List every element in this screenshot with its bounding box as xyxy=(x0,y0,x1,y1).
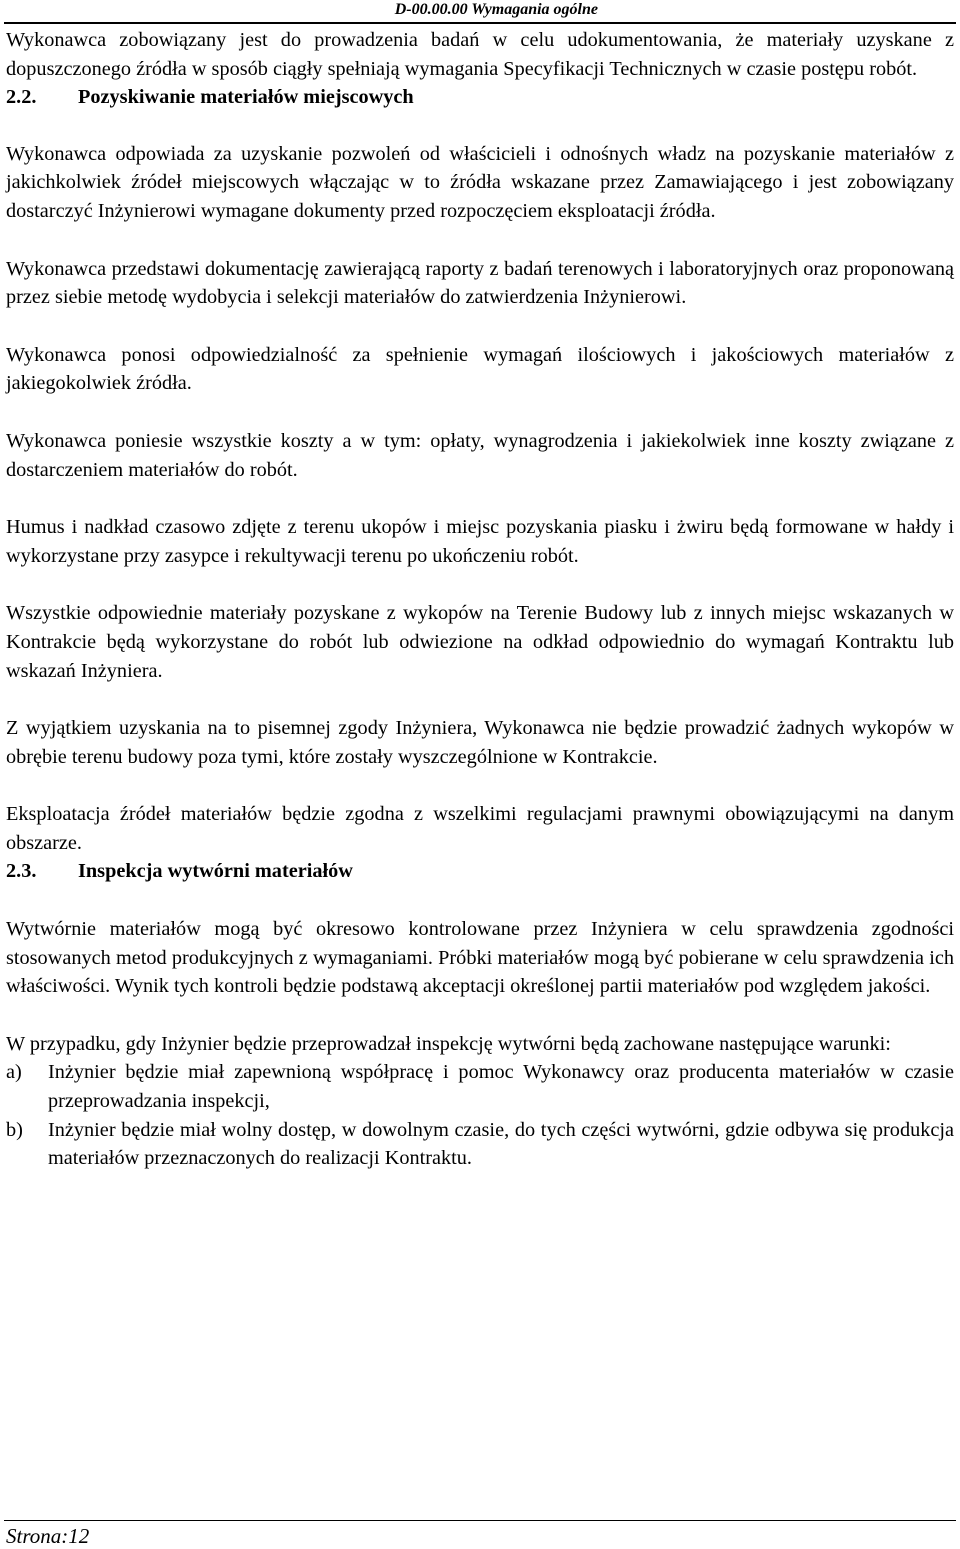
section-heading-2-2 xyxy=(6,83,954,112)
list-item xyxy=(6,1116,954,1173)
section-title: Inspekcja wytwórni materiałów xyxy=(78,860,353,883)
paragraph-inspection: Wytwórnie materiałów mogą być okresowo kontrolowane przez Inżyniera w celu sprawdzenia zgodności stosowanych metod produkcyjnych z wymaganiami. Próbki materiałów mogą być pobierane w celu sprawdzenia ich właściwości. Wynik tych kontroli będzie podstawą akceptacji określonej partii materiałów pod względem jakości. xyxy=(6,918,954,998)
section-number: 2.2. xyxy=(6,86,37,109)
paragraph-regulations: Eksploatacja źródeł materiałów będzie zgodna z wszelkimi regulacjami prawnymi obowiązującymi na danym obszarze. xyxy=(6,803,954,854)
section-heading-2-3 xyxy=(6,857,954,886)
header-rule xyxy=(4,22,956,24)
paragraph-excavated-materials: Wszystkie odpowiednie materiały pozyskane z wykopów na Terenie Budowy lub z innych miejsc wskazanych w Kontrakcie będą wykorzystane do robót lub odwiezione na odkład odpowiednio do wymagań Kontraktu lub wskazań Inżyniera. xyxy=(6,602,954,682)
paragraph-excavation-consent: Z wyjątkiem uzyskania na to pisemnej zgody Inżyniera, Wykonawca nie będzie prowadzić żadnych wykopów w obrębie terenu budowy poza tymi, które zostały wyszczególnione w Kontrakcie. xyxy=(6,717,954,768)
list-item-text: Inżynier będzie miał wolny dostęp, w dowolnym czasie, do tych części wytwórni, gdzie odbywa się produkcja materiałów przeznaczonych do realizacji Kontraktu. xyxy=(48,1118,954,1170)
list-item xyxy=(6,1058,954,1115)
page-number: Strona:12 xyxy=(6,1524,90,1548)
document-body xyxy=(6,26,954,1173)
list-marker: a) xyxy=(6,1061,22,1084)
running-header: D-00.00.00 Wymagania ogólne xyxy=(394,1,598,18)
list-item-text: Inżynier będzie miał zapewnioną współpracę i pomoc Wykonawcy oraz producenta materiałów w czasie przeprowadzania inspekcji, xyxy=(48,1061,954,1113)
section-number: 2.3. xyxy=(6,860,37,883)
list-marker: b) xyxy=(6,1118,23,1141)
paragraph-permits: Wykonawca odpowiada za uzyskanie pozwoleń od właścicieli i odnośnych władz na pozyskanie materiałów z jakichkolwiek źródeł miejscowych włączając w to źródła wskazane przez Zamawiającego i jest zobowiązany dostarczyć Inżynierowi wymagane dokumenty przed rozpoczęciem eksploatacji źródła. xyxy=(6,142,954,222)
paragraph-humus: Humus i nadkład czasowo zdjęte z terenu ukopów i miejsc pozyskania piasku i żwiru będą formowane w hałdy i wykorzystane przy zasypce i rekultywacji terenu po ukończeniu robót. xyxy=(6,516,954,567)
paragraph-documentation: Wykonawca przedstawi dokumentację zawierającą raporty z badań terenowych i laboratoryjnych oraz proponowaną przez siebie metodę wydobycia i selekcji materiałów do zatwierdzenia Inżynierowi. xyxy=(6,257,954,309)
paragraph-responsibility: Wykonawca ponosi odpowiedzialność za spełnienie wymagań ilościowych i jakościowych materiałów z jakiegokolwiek źródła. xyxy=(6,343,954,395)
section-title: Pozyskiwanie materiałów miejscowych xyxy=(78,86,414,109)
paragraph-materials-testing: Wykonawca zobowiązany jest do prowadzenia badań w celu udokumentowania, że materiały uzyskane z dopuszczonego źródła w sposób ciągły spełniają wymagania Specyfikacji Technicznych w czasie postępu robót. xyxy=(6,29,954,80)
paragraph-costs: Wykonawca poniesie wszystkie koszty a w tym: opłaty, wynagrodzenia i jakiekolwiek inne koszty związane z dostarczeniem materiałów do robót. xyxy=(6,429,954,481)
footer-rule xyxy=(4,1520,956,1521)
paragraph-inspection-conditions: W przypadku, gdy Inżynier będzie przeprowadzał inspekcję wytwórni będą zachowane następujące warunki: xyxy=(6,1032,891,1055)
